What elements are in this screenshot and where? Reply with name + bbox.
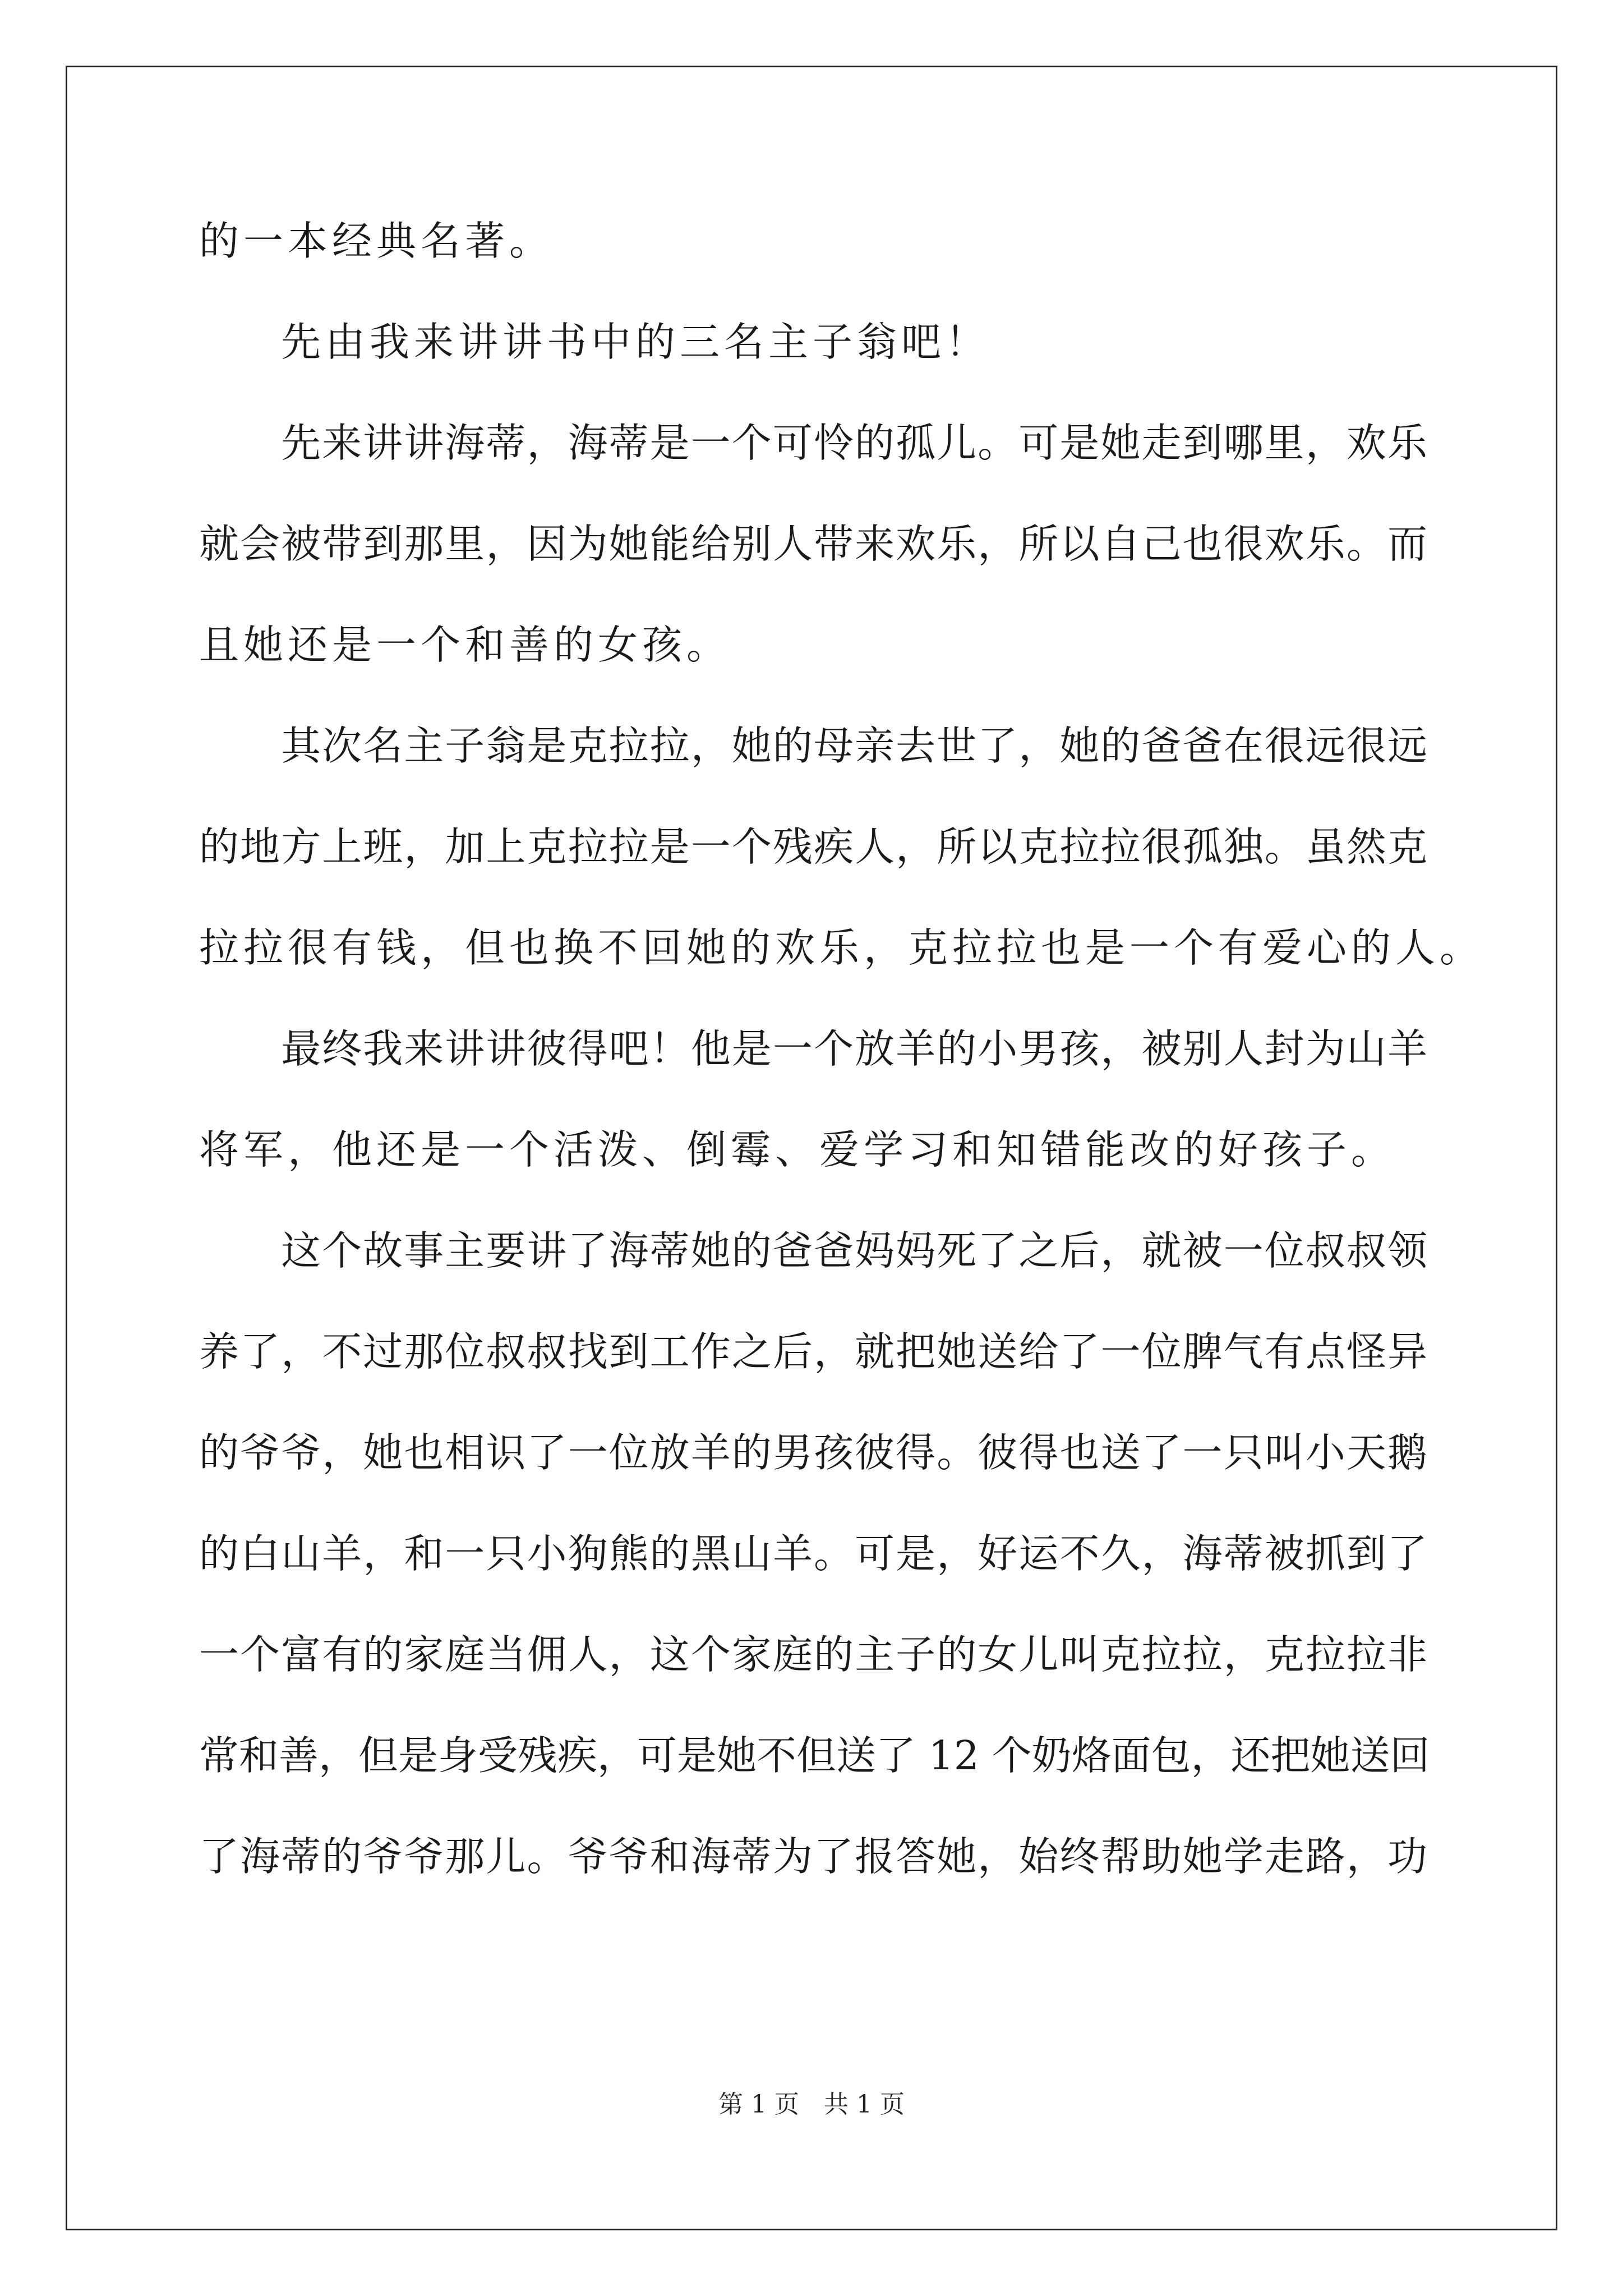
text-line-14: 的白山羊，和一只小狗熊的黑山羊。可是，好运不久，海蒂被抓到了 [199,1530,1427,1577]
text-line-6: 其次名主子翁是克拉拉，她的母亲去世了，她的爸爸在很远很远 [281,723,1427,769]
text-line-1: 的一本经典名著。 [199,218,554,264]
text-line-16: 常和善，但是身受残疾，可是她不但送了 12 个奶烙面包，还把她送回 [199,1732,1430,1779]
text-line-10: 将军，他还是一个活泼、倒霉、爱学习和知错能改的好孩子。 [199,1126,1396,1173]
text-line-7: 的地方上班，加上克拉拉是一个残疾人，所以克拉拉很孤独。虽然克 [199,823,1427,870]
text-line-17: 了海蒂的爷爷那儿。爷爷和海蒂为了报答她，始终帮助她学走路，功 [199,1833,1427,1880]
text-line-9: 最终我来讲讲彼得吧！他是一个放羊的小男孩，被别人封为山羊 [281,1025,1427,1072]
text-line-4: 就会被带到那里，因为她能给别人带来欢乐，所以自己也很欢乐。而 [199,521,1427,567]
text-line-8: 拉拉很有钱，但也换不回她的欢乐，克拉拉也是一个有爱心的人。 [199,924,1484,971]
page-number: 第 1 页 [718,2090,799,2119]
page-footer [0,2088,1623,2122]
text-line-3: 先来讲讲海蒂，海蒂是一个可怜的孤儿。可是她走到哪里，欢乐 [281,420,1427,466]
text-line-11: 这个故事主要讲了海蒂她的爸爸妈妈死了之后，就被一位叔叔领 [281,1227,1427,1274]
text-line-2: 先由我来讲讲书中的三名主子翁吧！ [281,319,990,365]
text-line-12: 养了，不过那位叔叔找到工作之后，就把她送给了一位脾气有点怪异 [199,1328,1427,1375]
text-line-15: 一个富有的家庭当佣人，这个家庭的主子的女儿叫克拉拉，克拉拉非 [199,1631,1427,1678]
page-total: 共 1 页 [824,2090,905,2119]
text-line-13: 的爷爷，她也相识了一位放羊的男孩彼得。彼得也送了一只叫小天鹅 [199,1429,1427,1476]
text-line-5: 且她还是一个和善的女孩。 [199,622,731,668]
